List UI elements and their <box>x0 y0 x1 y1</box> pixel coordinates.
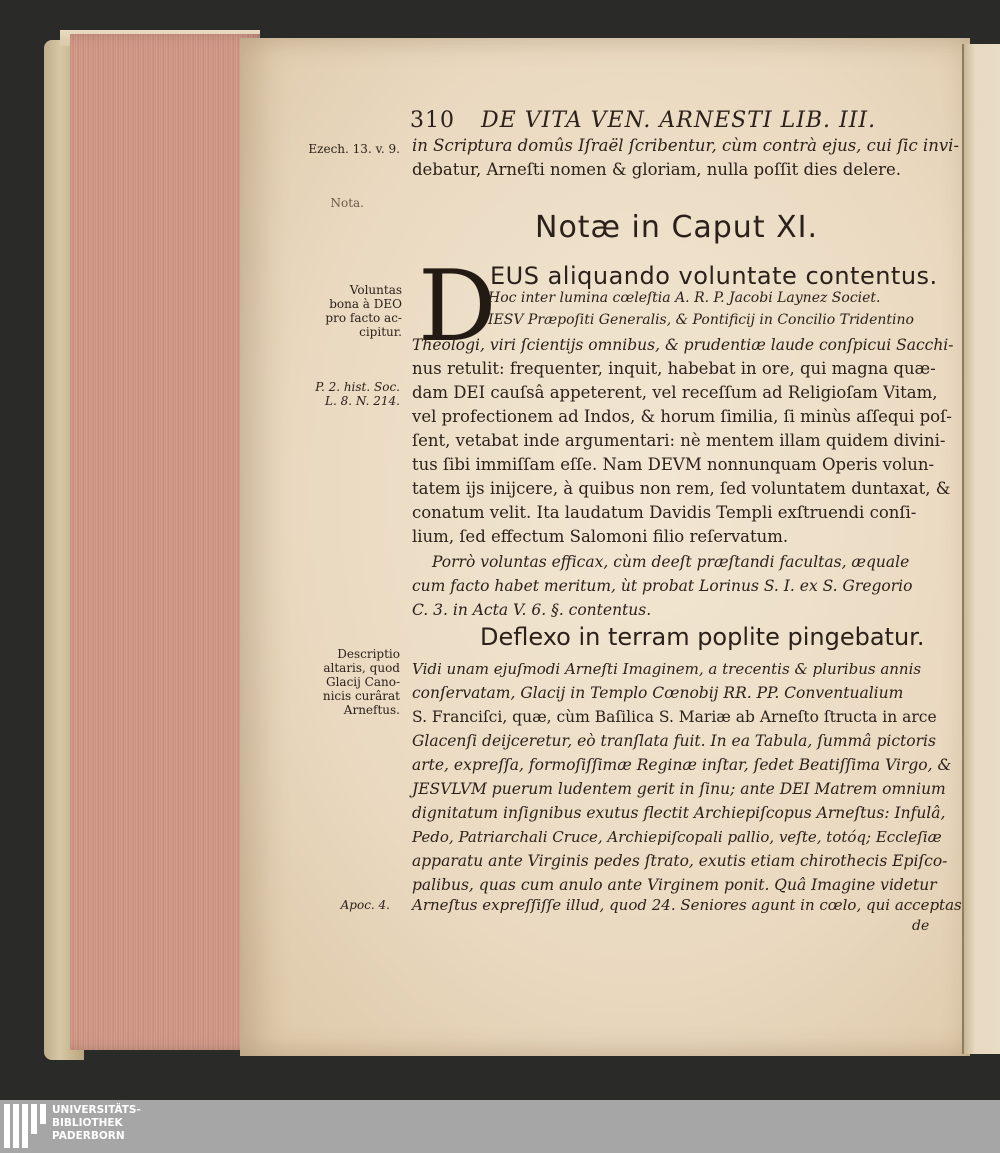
text-line: Vidi unam ejuſmodi Arneſti Imaginem, a trecentis & pluribus annis <box>412 660 922 678</box>
text-line: apparatu ante Virginis pedes ſtrato, exutis etiam chirothecis Epiſco- <box>412 852 948 870</box>
lemma-heading-2: Deflexo in terram poplite pingebatur. <box>480 623 925 651</box>
text-line: arte, expreſſa, formoſiſſimæ Reginæ inſtar, ſedet Beatiſſima Virgo, & <box>412 756 952 774</box>
text-line: Theologi, viri ſcientijs omnibus, & prudentiæ laude conſpicui Sacchi- <box>412 336 954 354</box>
text-line: Pedo, Patriarchali Cruce, Archiepiſcopali pallio, veſte, totóq; Eccleſiæ <box>412 828 942 846</box>
margin-note-hist: P. 2. hist. Soc. L. 8. N. 214. <box>315 380 400 408</box>
margin-note-nota: Nota. <box>330 196 364 210</box>
text-line: cum facto habet meritum, ùt probat Lorinus S. I. ex S. Gregorio <box>412 577 913 595</box>
text-line: nus retulit: frequenter, inquit, habebat in ore, qui magna quæ- <box>412 359 936 378</box>
page-block-edge <box>70 34 260 1050</box>
lemma-heading: EUS aliquando voluntate contentus. <box>490 262 938 290</box>
text-line: C. 3. in Acta V. 6. §. contentus. <box>412 601 652 619</box>
text-line: IESV Præpoſiti Generalis, & Pontificij in Concilio Tridentino <box>488 312 914 328</box>
margin-note-descriptio: Descriptio altaris, quod Glacij Cano- nicis curârat Arneftus. <box>322 647 400 717</box>
text-line: vel profectionem ad Indos, & horum ſimilia, ſi minùs aſſequi poſ- <box>412 407 952 426</box>
text-line: Glacenſi deijceretur, eò tranſlata fuit. In ea Tabula, ſummâ pictoris <box>412 732 936 750</box>
text-line: dignitatum inſignibus exutus flectit Archiepiſcopus Arneſtus: Infulâ, <box>412 804 946 822</box>
text-line: Hoc inter lumina cœleſtia A. R. P. Jacobi Laynez Societ. <box>488 290 881 306</box>
catchword: de <box>912 918 930 934</box>
library-logo-icon <box>4 1104 48 1148</box>
text-line: ſent, vetabat inde argumentari: nè mentem illam quidem divini- <box>412 431 946 450</box>
text-line: debatur, Arneſti nomen & gloriam, nulla poſſit dies delere. <box>412 160 902 179</box>
text-line: conſervatam, Glacij in Templo Cœnobij RR. PP. Conventualium <box>412 684 904 702</box>
page-number: 310 <box>410 108 455 133</box>
text-line: Porrò voluntas efficax, cùm deeſt præſtandi facultas, æquale <box>432 553 910 571</box>
text-line: lium, ſed effectum Salomoni filio reſervatum. <box>412 527 789 546</box>
section-heading: Notæ in Caput XI. <box>535 210 819 245</box>
margin-note-voluntas: Voluntas bona à DEO pro facto ac- cipitur. <box>325 283 402 339</box>
margin-note-apoc: Apoc. 4. <box>340 898 390 912</box>
running-title: DE VITA VEN. ARNESTI LIB. III. <box>481 108 877 133</box>
text-line: tatem ijs inijcere, à quibus non rem, ſed voluntatem duntaxat, & <box>412 479 951 498</box>
text-line: in Scriptura domûs Iſraël ſcribentur, cùm contrà ejus, cui ſic invi- <box>412 136 960 155</box>
library-footer-bar <box>0 1100 1000 1153</box>
running-header <box>410 108 876 133</box>
text-line: dam DEI cauſsâ appeterent, vel receſſum ad Religioſam Vitam, <box>412 383 938 402</box>
drop-capital: D <box>418 250 497 364</box>
text-line: conatum velit. Ita laudatum Davidis Templi exſtruendi conſi- <box>412 503 917 522</box>
text-line: Arneſtus expreſſiſſe illud, quod 24. Seniores agunt in cœlo, qui acceptas <box>412 896 962 914</box>
text-line: tus ſibi immiſſam eſſe. Nam DEVM nonnunquam Operis volun- <box>412 455 935 474</box>
library-logo-text: UNIVERSITÄTS- BIBLIOTHEK PADERBORN <box>52 1104 141 1142</box>
facing-page-edge <box>962 44 1000 1054</box>
text-line: palibus, quas cum anulo ante Virginem ponit. Quâ Imagine videtur <box>412 876 937 894</box>
text-line: JESVLVM puerum ludentem gerit in ſinu; ante DEI Matrem omnium <box>412 780 946 798</box>
margin-note-ezech: Ezech. 13. v. 9. <box>308 142 400 156</box>
text-line: S. Franciſci, quæ, cùm Baſilica S. Mariæ ab Arneſto ſtructa in arce <box>412 708 937 726</box>
